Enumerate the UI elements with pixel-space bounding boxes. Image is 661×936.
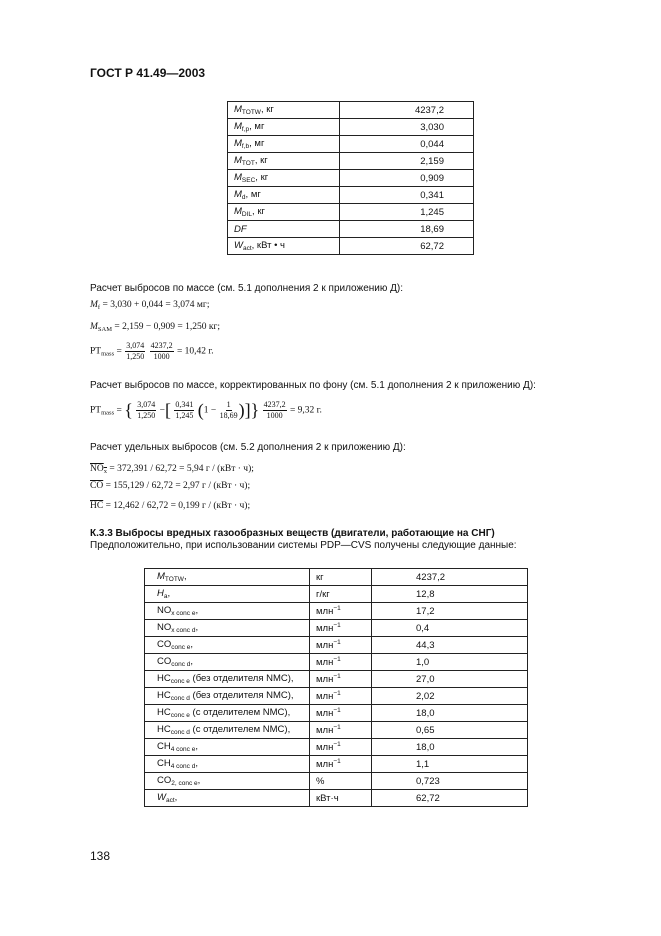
- exponent-minus-one: −1: [333, 622, 341, 629]
- results-table-1: [227, 101, 474, 255]
- table2-unit: %: [310, 773, 372, 790]
- table1-label: $M_{SEC}$, кг: [228, 170, 340, 187]
- table1-label: $M_{f,b}$, мг: [228, 136, 340, 153]
- equation-pt-mass-corrected: $PT_{mass}$ = { $\frac{3,074}{1,250}$ −[ $\frac{0,341}{1,245}$ (1 − $\frac{1}{18,69}$ )]} $\frac{4237,2}{1000}$ = 9,32 г.: [90, 400, 322, 420]
- table1-label: $M_{TOTW}$, кг: [228, 102, 340, 119]
- table1-row: [228, 170, 474, 187]
- exponent-minus-one: −1: [333, 673, 341, 680]
- equation-mf: $M_f = 3,030 + 0,044 = 3,074$ мг;: [90, 300, 210, 311]
- table1-label: $M_d$, мг: [228, 187, 340, 204]
- table2-label: $HC_{conc d}$ (с отделителем NMC),: [145, 722, 310, 739]
- table2-value: 0,4: [372, 620, 528, 637]
- equation-msam: $M_{SAM} = 2,159 - 0,909 = 1,250$ кг;: [90, 322, 220, 333]
- equation-nox: $NO_x = 372,391 / 62,72 = 5,94$ г / (кВт · ч);: [90, 464, 254, 475]
- table2-row: [145, 586, 528, 603]
- table2-label: $H_a$,: [145, 586, 310, 603]
- table2-label: $CO_{2, conc e}$,: [145, 773, 310, 790]
- table1-value: 2,159: [340, 153, 474, 170]
- table2-value: 0,723: [372, 773, 528, 790]
- table2-label: $CH_{4 conc e}$,: [145, 739, 310, 756]
- table1-row: [228, 204, 474, 221]
- table2-value: 27,0: [372, 671, 528, 688]
- table2-row: [145, 603, 528, 620]
- paragraph-mass-corrected: Расчет выбросов по массе, корректированных по фону (см. 5.1 дополнения 2 к приложению Д):: [90, 380, 536, 391]
- table1-value: 62,72: [340, 238, 474, 255]
- table2-label: $HC_{conc d}$ (без отделителя NMC),: [145, 688, 310, 705]
- section-text: Предположительно, при использовании системы PDP—CVS получены следующие данные:: [90, 540, 517, 551]
- table1-row: [228, 221, 474, 238]
- table1-value: 0,044: [340, 136, 474, 153]
- table2-value: 1,0: [372, 654, 528, 671]
- paragraph-specific-emissions: Расчет удельных выбросов (см. 5.2 дополнения 2 к приложению Д):: [90, 442, 406, 453]
- table1-value: 4237,2: [340, 102, 474, 119]
- table1-value: 3,030: [340, 119, 474, 136]
- table1-row: [228, 153, 474, 170]
- table2-value: 4237,2: [372, 569, 528, 586]
- table2-label: $NO_{x conc d}$,: [145, 620, 310, 637]
- exponent-minus-one: −1: [333, 707, 341, 714]
- table2-label: $CO_{conc d}$,: [145, 654, 310, 671]
- table2-row: [145, 756, 528, 773]
- table1-row: [228, 187, 474, 204]
- exponent-minus-one: −1: [333, 741, 341, 748]
- table2-unit: млн$^{-1}$: [310, 756, 372, 773]
- table2-row: [145, 790, 528, 807]
- equation-co: $\overline{CO} = 155,129 / 62,72 = 2,97$ г / (кВт · ч);: [90, 481, 251, 491]
- table2-unit: млн$^{-1}$: [310, 654, 372, 671]
- results-table-2: [144, 568, 528, 807]
- table2-value: 12,8: [372, 586, 528, 603]
- table2-row: [145, 569, 528, 586]
- exponent-minus-one: −1: [333, 639, 341, 646]
- table2-unit: млн$^{-1}$: [310, 739, 372, 756]
- paragraph-mass-calc: Расчет выбросов по массе (см. 5.1 дополнения 2 к приложению Д):: [90, 283, 404, 294]
- table2-label: $M_{TOTW}$,: [145, 569, 310, 586]
- table2-value: 44,3: [372, 637, 528, 654]
- exponent-minus-one: −1: [333, 724, 341, 731]
- table2-unit: кг: [310, 569, 372, 586]
- table2-value: 1,1: [372, 756, 528, 773]
- table2-unit: г/кг: [310, 586, 372, 603]
- table2-row: [145, 739, 528, 756]
- document-header: ГОСТ Р 41.49—2003: [90, 66, 206, 80]
- equation-hc: $\overline{HC} = 12,462 / 62,72 = 0,199$ г / (кВт · ч);: [90, 501, 251, 511]
- table2-unit: млн$^{-1}$: [310, 705, 372, 722]
- table1-label: DF: [228, 221, 340, 238]
- exponent-minus-one: −1: [333, 690, 341, 697]
- table2-row: [145, 722, 528, 739]
- exponent-minus-one: −1: [333, 758, 341, 765]
- table1-row: [228, 136, 474, 153]
- table2-value: 17,2: [372, 603, 528, 620]
- table2-row: [145, 705, 528, 722]
- table2-row: [145, 688, 528, 705]
- table2-unit: млн$^{-1}$: [310, 620, 372, 637]
- table2-value: 18,0: [372, 705, 528, 722]
- equation-pt-mass: $PT_{mass}$ = $\frac{3,074}{1,250}$ $\frac{4237,2}{1000}$ = 10,42 г.: [90, 341, 214, 361]
- table2-value: 2,02: [372, 688, 528, 705]
- table2-label: $HC_{conc e}$ (без отделителя NMC),: [145, 671, 310, 688]
- table2-label: $W_{act}$,: [145, 790, 310, 807]
- table2-unit: млн$^{-1}$: [310, 722, 372, 739]
- table2-row: [145, 620, 528, 637]
- page-number: 138: [90, 849, 111, 863]
- table2-unit: млн$^{-1}$: [310, 688, 372, 705]
- table1-row: [228, 238, 474, 255]
- table2-row: [145, 671, 528, 688]
- table2-unit: млн$^{-1}$: [310, 671, 372, 688]
- table2-row: [145, 654, 528, 671]
- table1-value: 1,245: [340, 204, 474, 221]
- table2-value: 18,0: [372, 739, 528, 756]
- exponent-minus-one: −1: [333, 605, 341, 612]
- table2-unit: кВт·ч: [310, 790, 372, 807]
- table2-value: 0,65: [372, 722, 528, 739]
- section-title: К.3.3 Выбросы вредных газообразных веществ (двигатели, работающие на СНГ): [90, 528, 495, 539]
- table1-value: 18,69: [340, 221, 474, 238]
- table1-row: [228, 102, 474, 119]
- table2-row: [145, 773, 528, 790]
- table2-label: $NO_{x conc e}$,: [145, 603, 310, 620]
- table1-label: $M_{f,p}$, мг: [228, 119, 340, 136]
- table1-value: 0,341: [340, 187, 474, 204]
- table2-label: $CH_{4 conc d}$,: [145, 756, 310, 773]
- table1-label: $M_{DIL}$, кг: [228, 204, 340, 221]
- exponent-minus-one: −1: [333, 656, 341, 663]
- table2-label: $HC_{conc e}$ (с отделителем NMC),: [145, 705, 310, 722]
- table2-row: [145, 637, 528, 654]
- table2-unit: млн$^{-1}$: [310, 637, 372, 654]
- table1-label: $W_{act}$, кВт • ч: [228, 238, 340, 255]
- table1-value: 0,909: [340, 170, 474, 187]
- table1-row: [228, 119, 474, 136]
- table1-label: $M_{TOT}$, кг: [228, 153, 340, 170]
- table2-unit: млн$^{-1}$: [310, 603, 372, 620]
- table2-value: 62,72: [372, 790, 528, 807]
- table2-label: $CO_{conc e}$,: [145, 637, 310, 654]
